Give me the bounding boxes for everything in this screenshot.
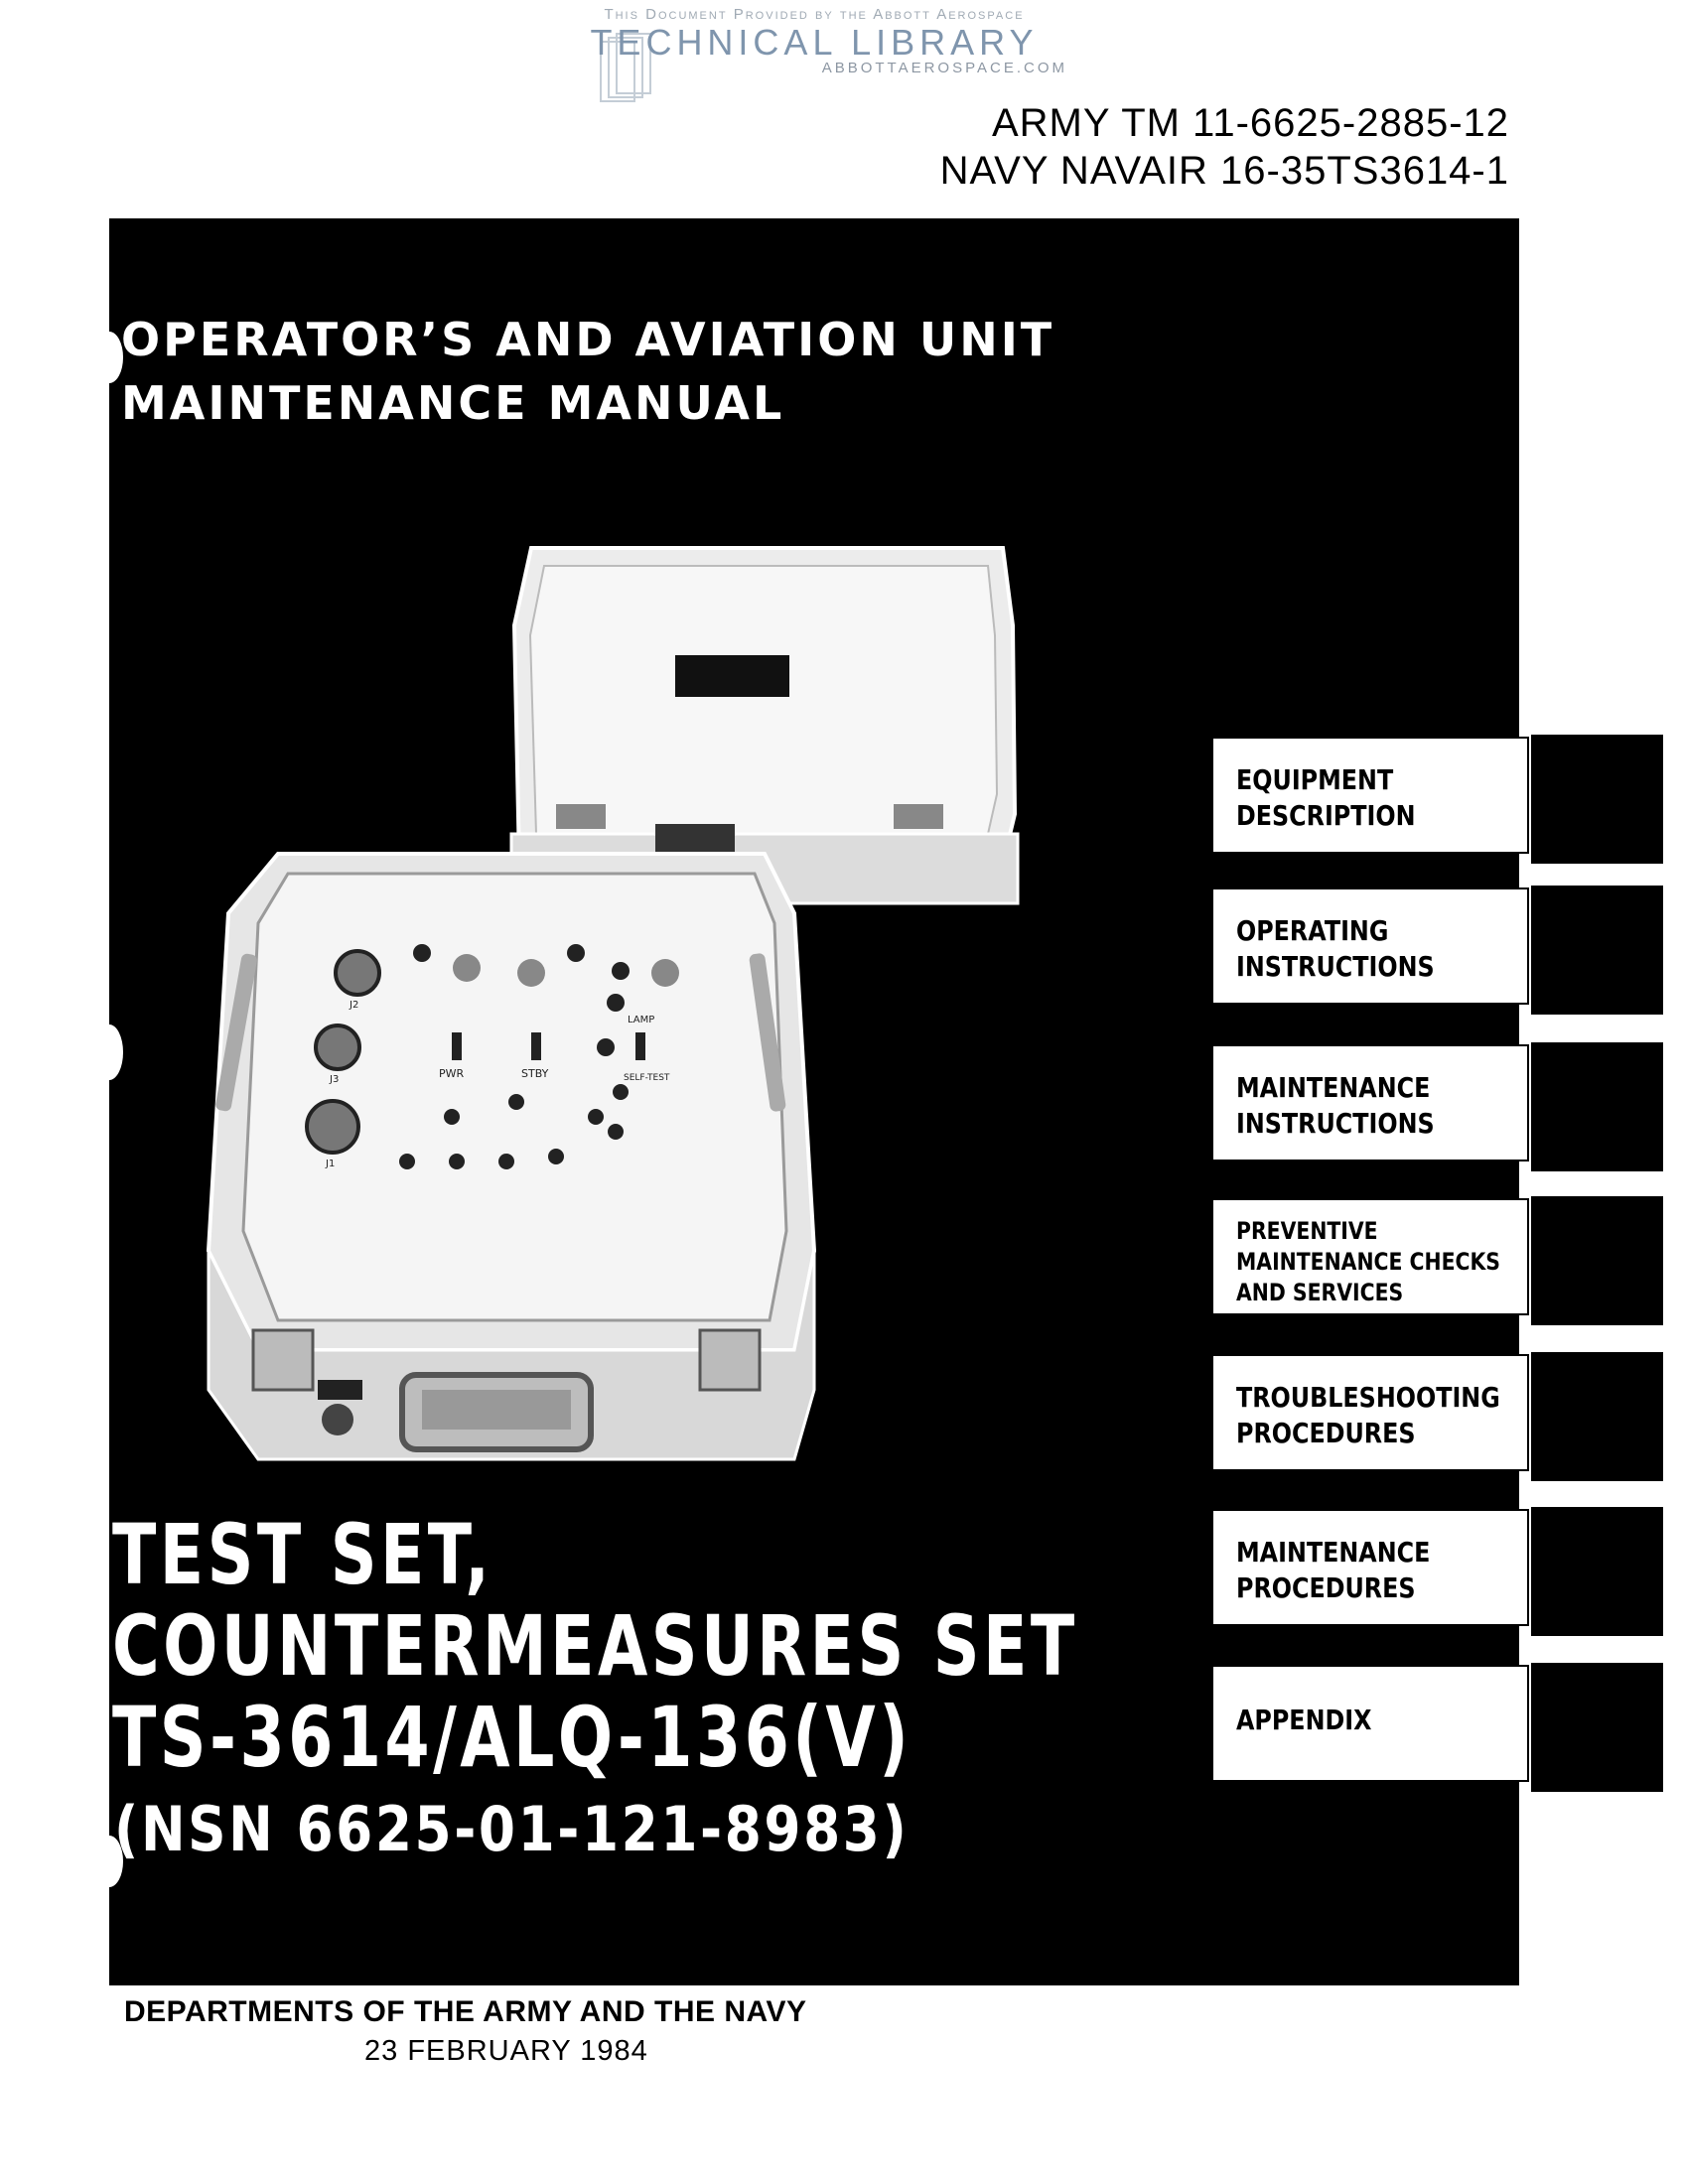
tab-maintenance-instructions[interactable] — [1211, 1042, 1663, 1171]
manual-title — [121, 308, 1054, 435]
j2-label: J2 — [350, 1000, 359, 1011]
nsn-number: (NSN 6625-01-121-8983) — [114, 1793, 910, 1865]
publication-date: 23 FEBRUARY 1984 — [364, 2035, 648, 2067]
tab-appendix[interactable] — [1211, 1663, 1663, 1792]
self-test-label: SELF-TEST — [624, 1073, 670, 1083]
tab-label-line2: INSTRUCTIONS — [1236, 1107, 1435, 1140]
tab-label-line1: MAINTENANCE — [1236, 1071, 1431, 1104]
manual-title-line1: OPERATOR’S AND AVIATION UNIT — [121, 313, 1055, 366]
issuing-departments: DEPARTMENTS OF THE ARMY AND THE NAVY — [124, 1995, 807, 2028]
tab-label-line2: PROCEDURES — [1236, 1571, 1416, 1604]
tab-label-line2: PROCEDURES — [1236, 1417, 1416, 1449]
watermark-line3: ABBOTTAEROSPACE.COM — [821, 60, 1067, 76]
document-identifiers — [940, 99, 1509, 195]
lamp-label: LAMP — [628, 1015, 655, 1025]
tab-label-line3: AND SERVICES — [1236, 1279, 1404, 1306]
tab-label-line1: OPERATING — [1236, 914, 1389, 947]
j3-label: J3 — [330, 1074, 340, 1085]
product-title-line1: TEST SET, — [112, 1506, 493, 1603]
tab-label-line1: PREVENTIVE — [1236, 1217, 1378, 1245]
tab-label-line2: MAINTENANCE CHECKS — [1236, 1248, 1500, 1276]
tab-preventive-maintenance[interactable] — [1211, 1196, 1663, 1325]
test-set-illustration — [179, 536, 1072, 1469]
tab-troubleshooting-procedures[interactable] — [1211, 1352, 1663, 1481]
stby-label: STBY — [521, 1067, 549, 1080]
army-tm-number: ARMY TM 11-6625-2885-12 — [991, 101, 1509, 145]
pwr-label: PWR — [439, 1067, 465, 1080]
tab-maintenance-procedures[interactable] — [1211, 1507, 1663, 1636]
tab-label-line1: APPENDIX — [1236, 1704, 1372, 1736]
tab-label-line2: INSTRUCTIONS — [1236, 950, 1435, 983]
manual-title-line2: MAINTENANCE MANUAL — [121, 376, 785, 430]
product-title-line3: TS-3614/ALQ-136(V) — [112, 1689, 912, 1786]
case-lid — [511, 548, 1018, 903]
watermark-line2: TECHNICAL LIBRARY — [590, 22, 1039, 63]
watermark-line1: This Document Provided by the Abbott Aerospace — [604, 6, 1025, 23]
tab-label-line1: EQUIPMENT — [1236, 763, 1394, 796]
navy-navair-number: NAVY NAVAIR 16-35TS3614-1 — [939, 149, 1509, 193]
tab-operating-instructions[interactable] — [1211, 886, 1663, 1015]
tab-equipment-description[interactable] — [1211, 735, 1663, 864]
product-title-line2: COUNTERMEASURES SET — [112, 1597, 1078, 1695]
tab-label-line2: DESCRIPTION — [1236, 799, 1416, 832]
j1-label: J1 — [326, 1159, 336, 1169]
product-title — [112, 1506, 1078, 1786]
tab-label-line1: MAINTENANCE — [1236, 1536, 1431, 1569]
tab-label-line1: TROUBLESHOOTING — [1236, 1381, 1500, 1414]
